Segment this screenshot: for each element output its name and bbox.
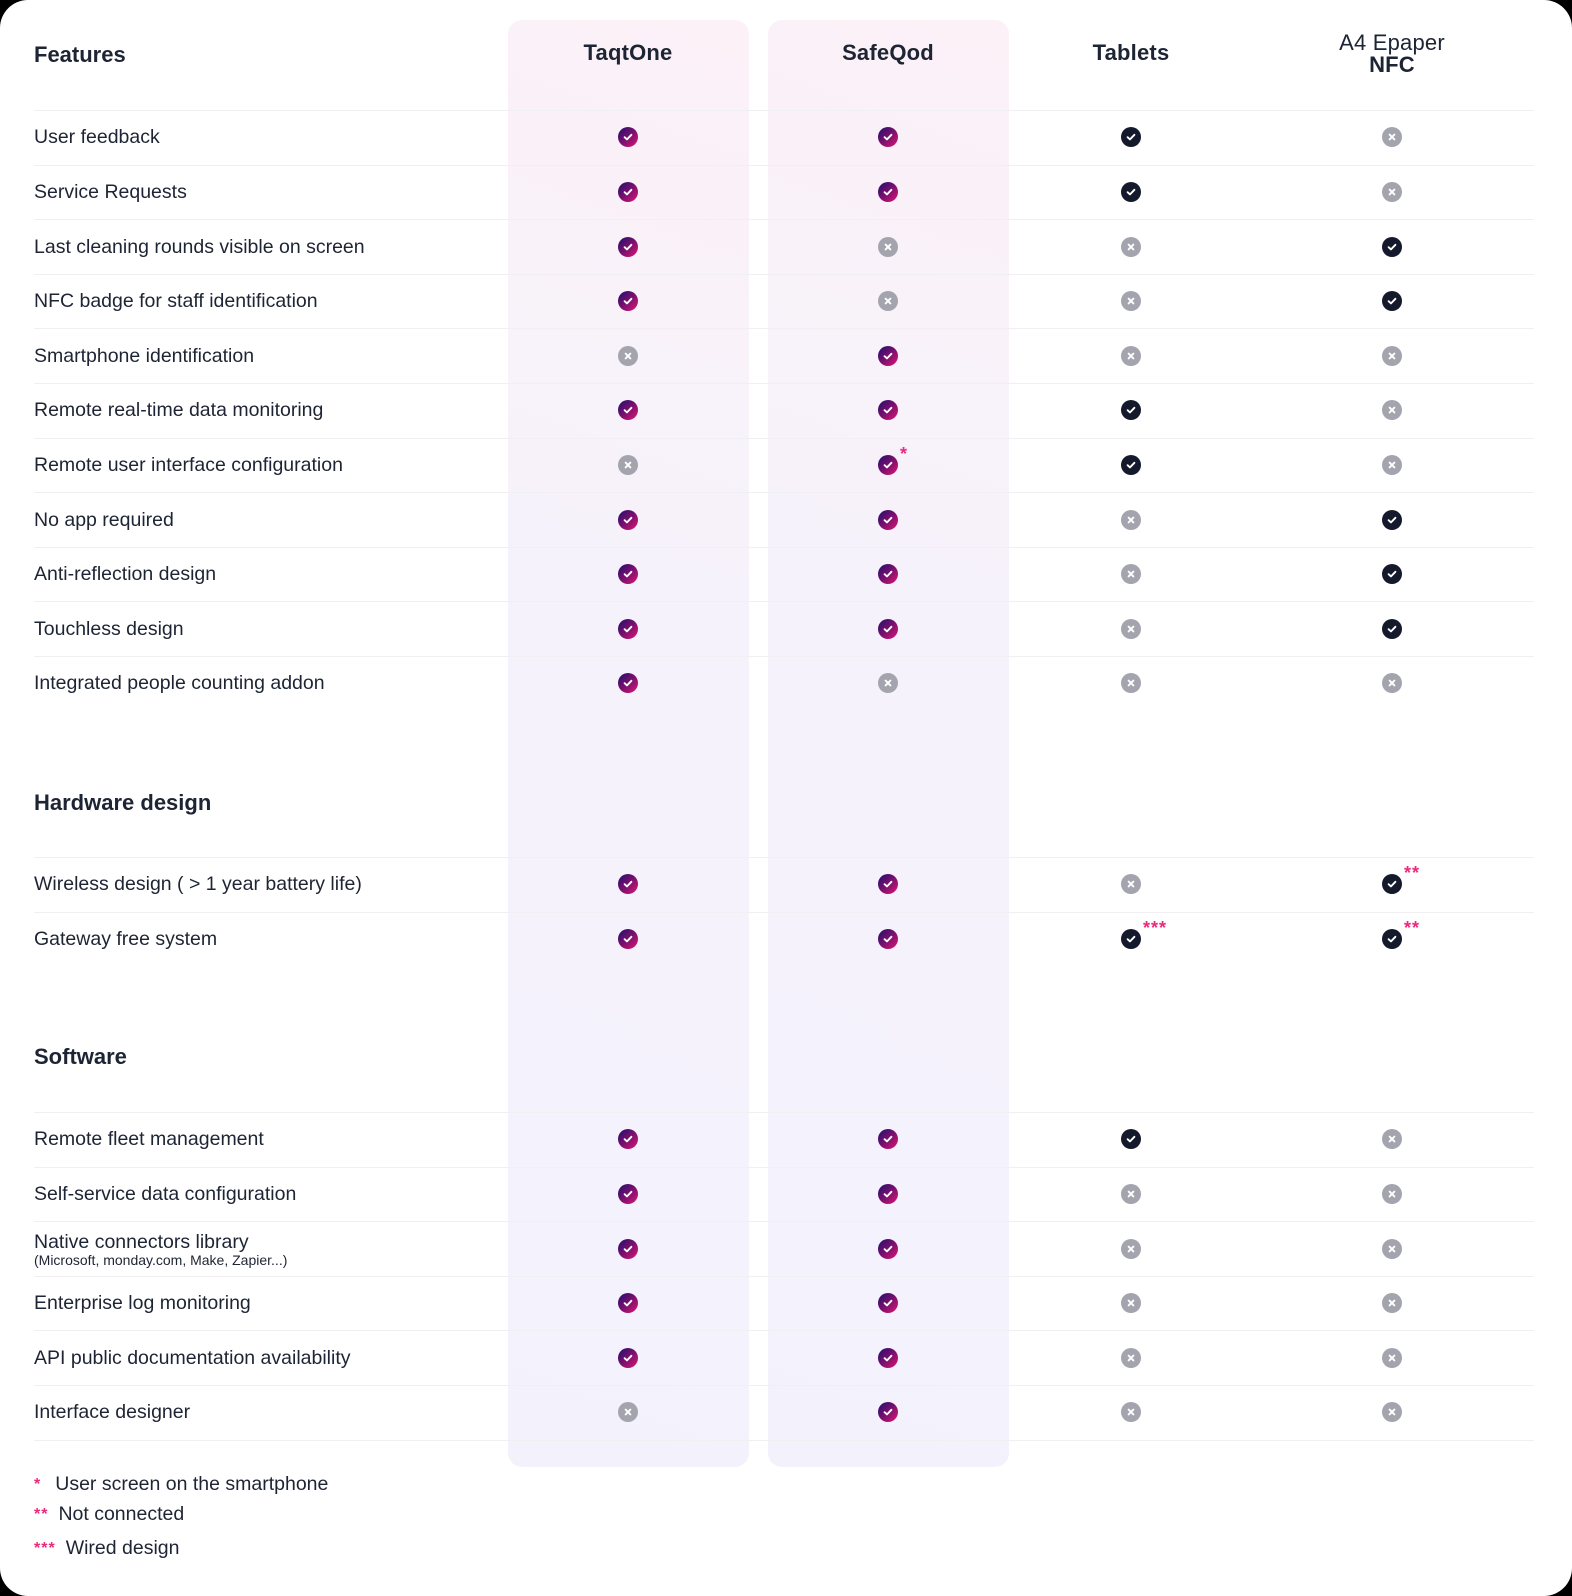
cross-circle-icon xyxy=(1121,291,1141,311)
check-circle-icon xyxy=(1121,1129,1141,1149)
check-circle-icon xyxy=(1382,291,1402,311)
feature-label xyxy=(34,345,254,367)
feature-label xyxy=(34,509,174,531)
row-divider xyxy=(34,656,1534,657)
row-divider xyxy=(34,1440,1534,1441)
cross-circle-icon xyxy=(1121,510,1141,530)
cross-circle-icon xyxy=(1121,874,1141,894)
feature-label xyxy=(34,1401,190,1423)
feature-label-text: Enterprise log monitoring xyxy=(34,1292,251,1315)
row-divider xyxy=(34,912,1534,913)
cross-circle-icon xyxy=(1121,619,1141,639)
footnote-marker: ** xyxy=(1404,863,1421,884)
check-circle-icon xyxy=(618,291,638,311)
check-circle-icon xyxy=(1382,237,1402,257)
check-circle-icon xyxy=(878,510,898,530)
cross-circle-icon xyxy=(1121,673,1141,693)
cross-circle-icon xyxy=(878,673,898,693)
cross-circle-icon xyxy=(1121,1184,1141,1204)
check-circle-icon xyxy=(618,619,638,639)
row-divider xyxy=(34,1167,1534,1168)
cross-circle-icon xyxy=(618,1402,638,1422)
check-circle-icon xyxy=(618,929,638,949)
row-divider xyxy=(34,274,1534,275)
cross-circle-icon xyxy=(1382,1348,1402,1368)
feature-label xyxy=(34,1183,296,1205)
feature-label-text: Integrated people counting addon xyxy=(34,672,325,695)
feature-sublabel: (Microsoft, monday.com, Make, Zapier...) xyxy=(34,1251,288,1268)
feature-label xyxy=(34,454,343,476)
footnote-marker: ** xyxy=(34,1505,49,1523)
check-circle-icon xyxy=(618,874,638,894)
check-circle-icon xyxy=(878,400,898,420)
cross-circle-icon xyxy=(1382,1293,1402,1313)
check-circle-icon xyxy=(878,127,898,147)
feature-label-text: Service Requests xyxy=(34,180,187,203)
section-heading: Hardware design xyxy=(34,790,212,815)
row-divider xyxy=(34,1221,1534,1222)
feature-label xyxy=(34,1347,351,1369)
row-divider xyxy=(34,1385,1534,1386)
row-divider xyxy=(34,328,1534,329)
check-circle-icon xyxy=(1382,619,1402,639)
check-circle-icon xyxy=(878,1239,898,1259)
row-divider xyxy=(34,547,1534,548)
feature-label-text: API public documentation availability xyxy=(34,1346,351,1369)
footnote-item xyxy=(34,1537,180,1560)
cross-circle-icon xyxy=(1121,564,1141,584)
check-circle-icon xyxy=(878,1129,898,1149)
footnote-text: User screen on the smartphone xyxy=(55,1473,329,1495)
cross-circle-icon xyxy=(1121,346,1141,366)
check-circle-icon xyxy=(618,1293,638,1313)
feature-label xyxy=(34,290,318,312)
cross-circle-icon xyxy=(878,237,898,257)
footnote-text: Wired design xyxy=(65,1537,180,1559)
check-circle-icon xyxy=(1382,564,1402,584)
column-header-tablets: Tablets xyxy=(1092,40,1170,65)
feature-label-text: Wireless design ( > 1 year battery life) xyxy=(34,873,362,896)
check-circle-icon xyxy=(878,564,898,584)
cross-circle-icon xyxy=(1121,1348,1141,1368)
cross-circle-icon xyxy=(1382,182,1402,202)
check-circle-icon xyxy=(618,510,638,530)
check-circle-icon xyxy=(618,564,638,584)
cross-circle-icon xyxy=(1382,1239,1402,1259)
check-circle-icon xyxy=(878,346,898,366)
check-circle-icon xyxy=(878,929,898,949)
check-circle-icon xyxy=(1382,874,1402,894)
feature-label-text: User feedback xyxy=(34,126,160,149)
feature-label-text: Interface designer xyxy=(34,1401,191,1424)
cross-circle-icon xyxy=(1382,673,1402,693)
check-circle-icon xyxy=(618,1184,638,1204)
feature-label-text: Anti-reflection design xyxy=(34,563,217,586)
feature-label xyxy=(34,1292,251,1314)
cross-circle-icon xyxy=(1382,1129,1402,1149)
check-circle-icon xyxy=(1121,929,1141,949)
feature-label-text: Smartphone identification xyxy=(34,344,255,367)
feature-label-text: Last cleaning rounds visible on screen xyxy=(34,235,365,258)
check-circle-icon xyxy=(618,673,638,693)
row-divider xyxy=(34,492,1534,493)
check-circle-icon xyxy=(1121,182,1141,202)
check-circle-icon xyxy=(1121,400,1141,420)
feature-label-text: Gateway free system xyxy=(34,927,218,950)
column-header-a4-epaper xyxy=(1272,32,1512,76)
check-circle-icon xyxy=(1121,455,1141,475)
feature-label xyxy=(34,873,362,895)
check-circle-icon xyxy=(878,1184,898,1204)
check-circle-icon xyxy=(878,1348,898,1368)
check-circle-icon xyxy=(878,455,898,475)
cross-circle-icon xyxy=(1382,400,1402,420)
cross-circle-icon xyxy=(1121,1402,1141,1422)
row-divider xyxy=(34,110,1534,111)
footnote-item xyxy=(34,1473,328,1496)
row-divider xyxy=(34,1330,1534,1331)
check-circle-icon xyxy=(618,400,638,420)
footnote-marker: *** xyxy=(1143,917,1168,938)
column-header-a4-line2: NFC xyxy=(1369,52,1415,77)
footnote-text: Not connected xyxy=(58,1503,185,1525)
footnote-marker: * xyxy=(34,1475,42,1493)
feature-label xyxy=(34,1231,287,1267)
footnote-marker: * xyxy=(900,443,909,464)
footnote-marker: *** xyxy=(34,1539,56,1557)
column-header-safeqod: SafeQod xyxy=(842,40,934,65)
feature-label-text: Remote real-time data monitoring xyxy=(34,399,324,422)
cross-circle-icon xyxy=(618,346,638,366)
feature-label xyxy=(34,181,187,203)
check-circle-icon xyxy=(618,127,638,147)
feature-label-text: Touchless design xyxy=(34,617,184,640)
section-heading: Software xyxy=(34,1044,127,1069)
feature-label xyxy=(34,399,323,421)
cross-circle-icon xyxy=(1382,1184,1402,1204)
cross-circle-icon xyxy=(1382,127,1402,147)
feature-label-text: Remote fleet management xyxy=(34,1128,264,1151)
check-circle-icon xyxy=(618,1348,638,1368)
check-circle-icon xyxy=(618,1239,638,1259)
row-divider xyxy=(34,1112,1534,1113)
cross-circle-icon xyxy=(1121,1293,1141,1313)
cross-circle-icon xyxy=(1121,237,1141,257)
check-circle-icon xyxy=(878,1402,898,1422)
check-circle-icon xyxy=(878,182,898,202)
feature-label xyxy=(34,1128,264,1150)
check-circle-icon xyxy=(618,237,638,257)
check-circle-icon xyxy=(618,182,638,202)
row-divider xyxy=(34,1276,1534,1277)
row-divider xyxy=(34,383,1534,384)
check-circle-icon xyxy=(878,1293,898,1313)
row-divider xyxy=(34,601,1534,602)
column-header-taqtone: TaqtOne xyxy=(583,40,673,65)
column-header-a4-line1: A4 Epaper xyxy=(1339,30,1445,55)
feature-label xyxy=(34,928,217,950)
feature-label xyxy=(34,618,184,640)
feature-label xyxy=(34,563,216,585)
features-heading: Features xyxy=(34,42,126,67)
feature-label xyxy=(34,672,325,694)
cross-circle-icon xyxy=(618,455,638,475)
check-circle-icon xyxy=(878,874,898,894)
check-circle-icon xyxy=(1121,127,1141,147)
footnote-marker: ** xyxy=(1404,917,1421,938)
cross-circle-icon xyxy=(1121,1239,1141,1259)
row-divider xyxy=(34,165,1534,166)
check-circle-icon xyxy=(878,619,898,639)
check-circle-icon xyxy=(1382,510,1402,530)
cross-circle-icon xyxy=(878,291,898,311)
feature-label xyxy=(34,236,365,258)
cross-circle-icon xyxy=(1382,346,1402,366)
check-circle-icon xyxy=(1382,929,1402,949)
feature-label-text: Remote user interface configuration xyxy=(34,453,343,476)
cross-circle-icon xyxy=(1382,1402,1402,1422)
cross-circle-icon xyxy=(1382,455,1402,475)
feature-label-text: NFC badge for staff identification xyxy=(34,290,318,313)
feature-label-text: Self-service data configuration xyxy=(34,1182,297,1205)
row-divider xyxy=(34,857,1534,858)
feature-label-text: No app required xyxy=(34,508,174,531)
check-circle-icon xyxy=(618,1129,638,1149)
feature-label xyxy=(34,126,160,148)
row-divider xyxy=(34,438,1534,439)
feature-label-text: Native connectors library xyxy=(34,1230,249,1253)
row-divider xyxy=(34,219,1534,220)
footnote-item xyxy=(34,1503,184,1526)
